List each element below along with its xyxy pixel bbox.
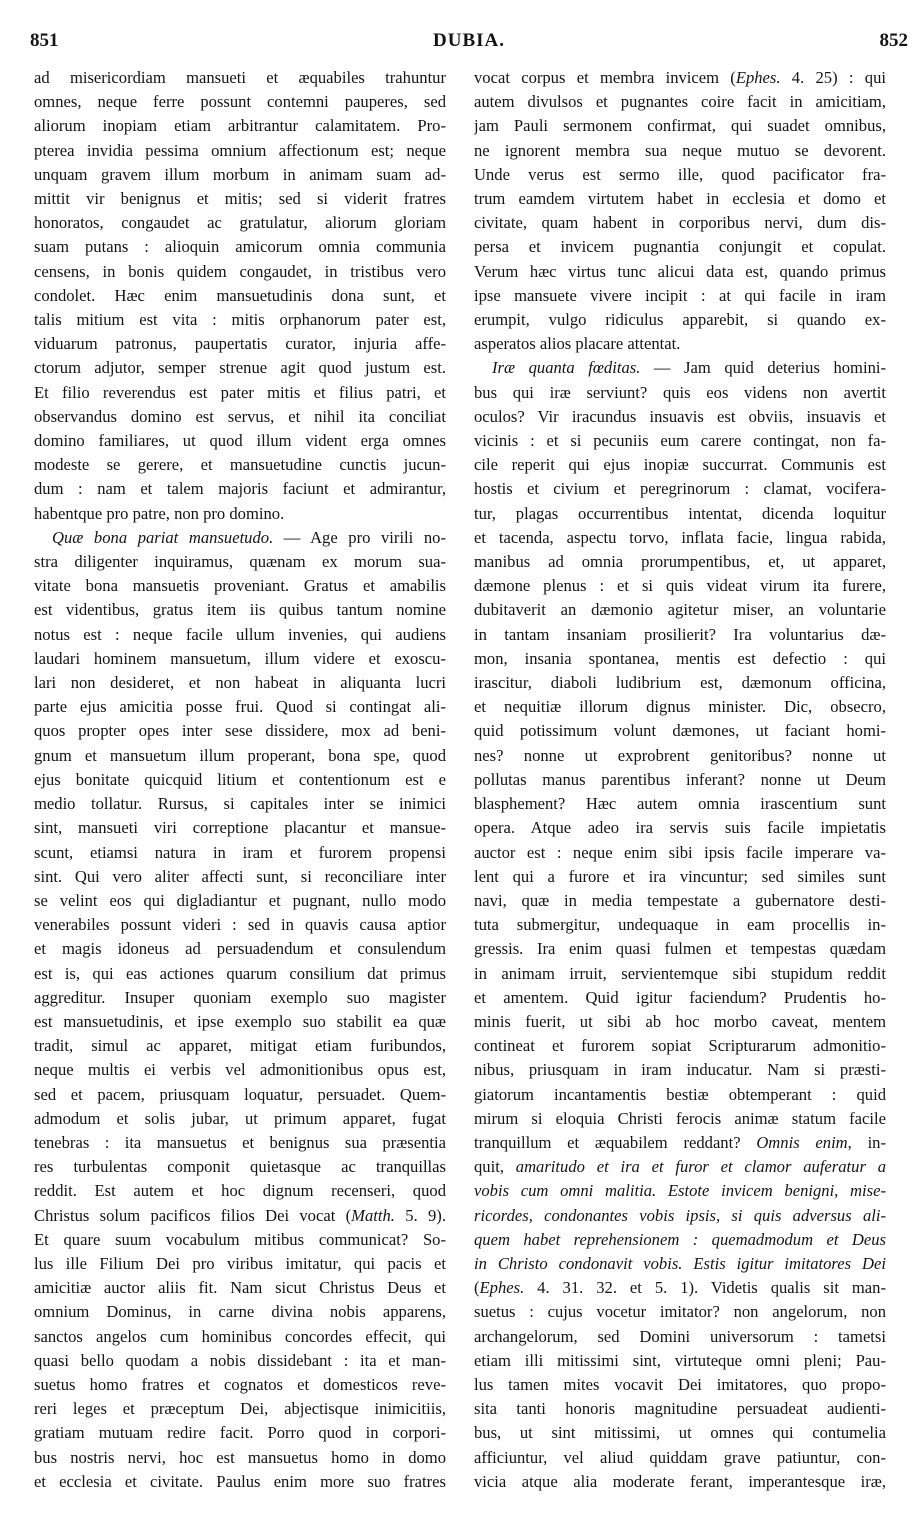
text-line: mittit vir benignus et mitis; sed si viderit fratres — [34, 189, 446, 209]
text-line: admodum et solis jubar, ut primum apparet, fugat — [34, 1108, 446, 1128]
text-line: honoratos, congaudet ac gratulatur, aliorum gloriam — [34, 213, 446, 233]
text-line: cile reperit qui ejus inopiæ succurrat. Communis est — [474, 455, 886, 475]
text-line: vicia atque alia moderate ferant, imperantesque iræ, — [474, 1471, 886, 1491]
text-line: ctorum adjutor, semper strenue agit quod justum est. — [34, 358, 446, 378]
text-line: sita tanti honoris magnitudine persuadeat audienti- — [474, 1399, 886, 1419]
text-line: quit, amaritudo et ira et furor et clamor auferatur a — [474, 1157, 886, 1177]
text-line: bus nostris nervi, hoc est mansuetus homo in domo — [34, 1447, 446, 1467]
text-line: se velint eos qui digladiantur et pugnant, nullo modo — [34, 890, 446, 910]
text-line: autem divulsos et pugnantes coire facit in amicitiam, — [474, 92, 886, 112]
text-line: jam Pauli sermonem confirmat, qui suadet omnibus, — [474, 116, 886, 136]
text-line: condolet. Hæc enim mansuetudinis dona sunt, et — [34, 285, 446, 305]
text-line: stra diligenter inquiramus, quænam ex morum sua- — [34, 552, 446, 572]
text-line: erumpit, vulgo ridiculus apparebit, si quando ex- — [474, 310, 886, 330]
text-line: aliorum inopiam etiam arbitrantur calamitatem. Pro- — [34, 116, 446, 136]
text-line: aggreditur. Insuper quoniam exemplo suo magister — [34, 987, 446, 1007]
text-line: censens, in bonis quidem congaudet, in tristibus vero — [34, 261, 446, 281]
text-line: vobis cum omni malitia. Estote invicem benigni, mise- — [474, 1181, 886, 1201]
text-line: et tacenda, aspectu torvo, inflata facie, lingua rabida, — [474, 527, 886, 547]
text-line: nibus, priusquam in iram inducatur. Nam si præsti- — [474, 1060, 886, 1080]
text-line: quos propter opes inter sese dissidere, mox ad beni- — [34, 721, 446, 741]
running-header — [30, 30, 908, 60]
text-line: unquam gravem illum morbum in animam suam ad- — [34, 164, 446, 184]
text-line: quem habet reprehensionem : quemadmodum et Deus — [474, 1229, 886, 1249]
text-line: Et quare suum vocabulum mitibus communicat? So- — [34, 1229, 446, 1249]
text-line: lent qui a furore et ira vincuntur; sed similes sunt — [474, 866, 886, 886]
text-line: lus tamen mites vocavit Dei imitatores, quo propo- — [474, 1374, 886, 1394]
text-line: ne ignorent membra sua neque mutuo se devorent. — [474, 140, 886, 160]
text-line: in Christo condonavit vobis. Estis igitur imitatores Dei — [474, 1253, 886, 1273]
text-line: observandus domino est servus, et nihil ita conciliat — [34, 406, 446, 426]
text-line: Verum hæc virtus tunc alicui data est, quando primus — [474, 261, 886, 281]
text-line: vitate bona mansuetis proveniant. Gratus et amabilis — [34, 576, 446, 596]
text-line: reddit. Est autem et hoc dignum recenseri, quod — [34, 1181, 446, 1201]
text-line: dubitaverit an dæmonio agitetur miser, an voluntarie — [474, 600, 886, 620]
page-number-left: 851 — [30, 30, 59, 51]
text-line: gressis. Ira enim quasi fulmen et tempestas quædam — [474, 939, 886, 959]
text-line: laudari hominem mansuetum, illum videre et exoscu- — [34, 648, 446, 668]
text-line: blasphement? Hæc autem omnia irascentium sunt — [474, 794, 886, 814]
text-line: mirum si eloquia Christi ferocis animæ statum facile — [474, 1108, 886, 1128]
text-line: sint. Qui vero aliter affecti sunt, si reconciliare inter — [34, 866, 446, 886]
text-line: omnium Dominus, in carne divina nobis apparens, — [34, 1302, 446, 1322]
text-line: habentque pro patre, non pro domino. — [34, 503, 285, 523]
text-line: archangelorum, sed Domini universorum : tametsi — [474, 1326, 886, 1346]
text-line: et nequitiæ illorum dignus minister. Dic, obsecro, — [474, 697, 886, 717]
right-text-column — [474, 66, 886, 1494]
text-line: Unde verus est sermo ille, quod pacificator fra- — [474, 164, 886, 184]
text-line: mon, insania spontanea, mentis est defectio : qui — [474, 648, 886, 668]
text-line: neque multis ei verbis vel admonitionibus opus est, — [34, 1060, 446, 1080]
text-line: Quæ bona pariat mansuetudo. — Age pro virili no- — [52, 527, 446, 547]
text-line: navi, quæ in media tempestate a gubernatore desti- — [474, 890, 886, 910]
page-number-right: 852 — [879, 30, 908, 51]
text-line: bus qui iræ serviunt? quis eos videns non avertit — [474, 382, 886, 402]
text-line: gratiam mutuam redire facit. Porro quod in corpori- — [34, 1423, 446, 1443]
text-line: manibus ad omnia prorumpentibus, et, ut apparet, — [474, 552, 886, 572]
text-line: quasi bello quodam a nobis dissidebant : ita et man- — [34, 1350, 446, 1370]
text-line: lari non desideret, et non habeat in aliquanta lucri — [34, 673, 446, 693]
text-line: opera. Atque adeo ira servis suis facile impietatis — [474, 818, 886, 838]
text-line: hostis et civium et peregrinorum : clamat, vocifera- — [474, 479, 886, 499]
text-line: afficiuntur, vel aliud quiddam grave patiuntur, con- — [474, 1447, 886, 1467]
text-line: sanctos angelos cum hominibus concordes effecit, qui — [34, 1326, 446, 1346]
text-line: sed et pacem, priusquam loquatur, persuadet. Quem- — [34, 1084, 446, 1104]
text-line: irascitur, diaboli ludibrium est, dæmonum officina, — [474, 673, 886, 693]
text-line: medio tollatur. Rursus, si capitales inter se inimici — [34, 794, 446, 814]
text-line: lus ille Filium Dei pro viribus imitatur, qui pacis et — [34, 1253, 446, 1273]
text-line: Christus solum pacificos filios Dei vocat (Matth. 5. 9). — [34, 1205, 446, 1225]
text-line: et ecclesia et civitate. Paulus enim more suo fratres — [34, 1471, 446, 1491]
text-line: viduarum patronus, paupertatis curator, injuria affe- — [34, 334, 446, 354]
text-line: suam putans : alioquin amicorum omnia communia — [34, 237, 446, 257]
text-line: minis fuerit, ut sibi ab hoc morbo caveat, mentem — [474, 1011, 886, 1031]
text-line: ipse mansuete vivere incipit : at qui facile in iram — [474, 285, 886, 305]
text-line: vocat corpus et membra invicem (Ephes. 4. 25) : qui — [474, 68, 886, 87]
text-line: tranquillum et æquabilem reddant? Omnis enim, in- — [474, 1132, 886, 1152]
text-line: trum eamdem virtutem habet in ecclesia et domo et — [474, 189, 886, 209]
text-line: Iræ quanta fœditas. — Jam quid deterius homini- — [492, 358, 886, 378]
text-line: amicitiæ auctor aliis fit. Nam sicut Christus Deus et — [34, 1278, 446, 1298]
text-line: ricordes, condonantes vobis ipsis, si quis adversus ali- — [474, 1205, 886, 1225]
text-line: civitate, quam habent in corporibus nervi, dum dis- — [474, 213, 886, 233]
text-line: auctor est : neque enim sibi ipsis facile imperare va- — [474, 842, 886, 862]
text-line: quid potissimum volunt dæmones, ut faciant homi- — [474, 721, 886, 741]
text-line: res turbulentas componit quietasque ac tranquillas — [34, 1157, 446, 1177]
text-line: talis mitium est vita : mitis orphanorum pater est, — [34, 310, 446, 330]
text-line: nes? nonne ut exprobrent genitoribus? nonne ut — [474, 745, 886, 765]
text-line: persa et invicem pugnantia conjungit et copulat. — [474, 237, 886, 257]
text-line: reri leges et præceptum Dei, abjectisque inimicitiis, — [34, 1399, 446, 1419]
text-line: bus, ut sint mitissimi, ut omnes qui contumelia — [474, 1423, 886, 1443]
text-line: dum : nam et talem majoris faciunt et admirantur, — [34, 479, 446, 499]
text-line: etiam illi mitissimi sint, virtuteque omni pleni; Pau- — [474, 1350, 886, 1370]
text-line: est is, qui eas actiones quarum consilium dat primus — [34, 963, 446, 983]
text-line: tuta submergitur, undequaque in eam procellis in- — [474, 915, 886, 935]
running-title: DUBIA. — [433, 30, 505, 51]
text-line: domino familiares, ut quod illum vident erga omnes — [34, 431, 446, 451]
text-line: tenebras : ita mansuetus et benignus sua præsentia — [34, 1132, 446, 1152]
text-line: in tantam insaniam prosilierit? Ira voluntarius dæ- — [474, 624, 886, 644]
text-line: sint, mansueti viri correptione placantur et mansue- — [34, 818, 446, 838]
text-line: parte ejus amicitia posse frui. Quod si contingat ali- — [34, 697, 446, 717]
text-line: vicinis : et si pecuniis eum carere contingat, non fa- — [474, 431, 886, 451]
text-line: in animam irruit, servientemque sibi stupidum reddit — [474, 963, 886, 983]
text-line: scunt, etiamsi natura in iram et furorem propensi — [34, 842, 446, 862]
text-line: ad misericordiam mansueti et æquabiles trahuntur — [34, 68, 446, 87]
text-line: oculos? Vir iracundus insuavis est obviis, insuavis et — [474, 406, 886, 426]
text-line: est mansuetudinis, et ipse exemplo suo stabilit ea quæ — [34, 1011, 446, 1031]
text-line: tur, plagas occurrentibus intentat, dicenda loquitur — [474, 503, 886, 523]
text-line: omnes, neque ferre possunt contemni pauperes, sed — [34, 92, 446, 112]
text-line: et amentem. Quid igitur faciendum? Prudentis ho- — [474, 987, 886, 1007]
text-line: modeste se gerere, et mansuetudine cunctis jucun- — [34, 455, 446, 475]
text-line: dæmone plenus : et si quis videat virum ita furere, — [474, 576, 886, 596]
text-line: suetus homo fratres et cognatos et domesticos reve- — [34, 1374, 446, 1394]
text-line: pterea invidia pessima omnium affectionum est; neque — [34, 140, 446, 160]
text-line: gnum et mansuetum illum properant, bona spe, quod — [34, 745, 446, 765]
text-line: notus est : neque facile ullum invenies, qui audiens — [34, 624, 446, 644]
text-line: ejus bonitate quicquid litium et contentionum est e — [34, 769, 446, 789]
text-line: pollutas manus parentibus inferant? nonne ut Deum — [474, 769, 886, 789]
text-line: Et filio reverendus est pater mitis et filius patri, et — [34, 382, 446, 402]
text-line: venerabiles possunt videri : sed in quavis causa aptior — [34, 915, 446, 935]
text-line: (Ephes. 4. 31. 32. et 5. 1). Videtis qualis sit man- — [474, 1278, 886, 1298]
text-line: suetus : cujus vocetur imitator? non angelorum, non — [474, 1302, 886, 1322]
text-line: est videntibus, gratus item iis quibus tantum nomine — [34, 600, 446, 620]
text-line: tradit, simul ac apparet, mitigat etiam furibundos, — [34, 1036, 446, 1056]
text-line: et magis idoneus ad persuadendum et consulendum — [34, 939, 446, 959]
text-line: contineat et furorem sopiat Scripturarum admonitio- — [474, 1036, 886, 1056]
text-line: giatorum incantamentis bestiæ obtemperant : quid — [474, 1084, 886, 1104]
left-text-column — [34, 66, 446, 1494]
text-line: asperatos alios placare attentat. — [474, 334, 681, 354]
